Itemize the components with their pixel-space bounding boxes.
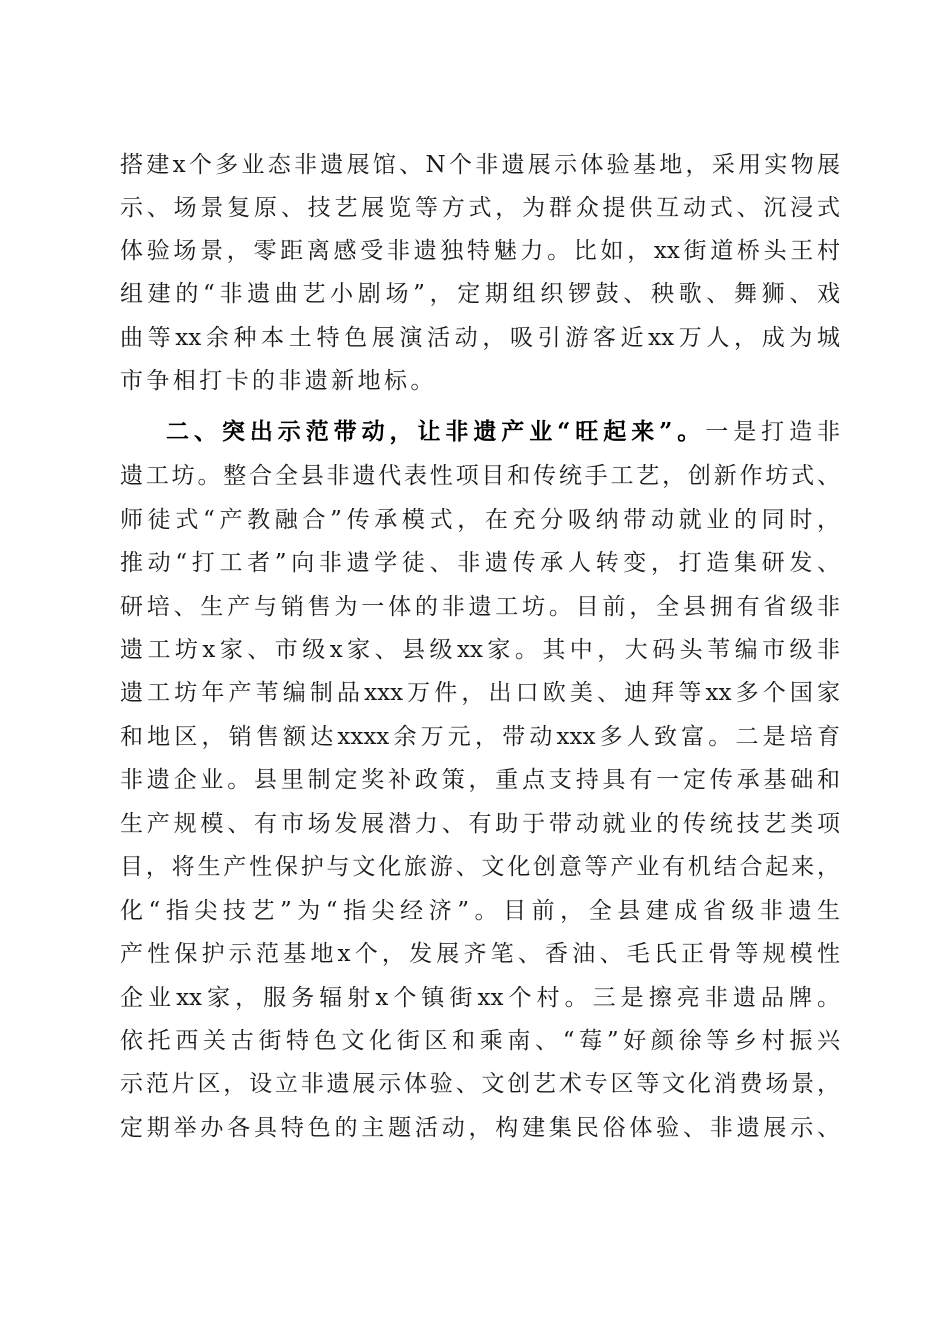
text-line: 产性保护示范基地x个，发展齐笔、香油、毛氏正骨等规模性 [120, 941, 840, 967]
text-line: 示、场景复原、技艺展览等方式，为群众提供互动式、沉浸式 [120, 195, 840, 221]
text-line: 目，将生产性保护与文化旅游、文化创意等产业有机结合起来， [120, 854, 840, 880]
text-line: 搭建x个多业态非遗展馆、N个非遗展示体验基地，采用实物展 [120, 152, 840, 178]
text-line: 化“指尖技艺”为“指尖经济”。目前，全县建成省级非遗生 [120, 898, 840, 924]
text-line: 体验场景，零距离感受非遗独特魅力。比如，xx街道桥头王村 [120, 238, 840, 264]
text-line: 企业xx家，服务辐射x个镇街xx个村。三是擦亮非遗品牌。 [120, 985, 840, 1011]
text-segment: 一是打造非 [705, 419, 841, 445]
text-line: 生产规模、有市场发展潜力、有助于带动就业的传统技艺类项 [120, 811, 840, 837]
text-line: 遗工坊x家、市级x家、县级xx家。其中，大码头苇编市级非 [120, 637, 840, 663]
text-line: 推动“打工者”向非遗学徒、非遗传承人转变，打造集研发、 [120, 550, 840, 576]
text-line: 遗工坊。整合全县非遗代表性项目和传统手工艺，创新作坊式、 [120, 463, 840, 489]
text-line: 曲等xx余种本土特色展演活动，吸引游客近xx万人，成为城 [120, 325, 840, 351]
section-heading-line [166, 412, 840, 452]
text-line: 遗工坊年产苇编制品xxx万件，出口欧美、迪拜等xx多个国家 [120, 680, 840, 706]
text-line: 示范片区，设立非遗展示体验、文创艺术专区等文化消费场景， [120, 1071, 840, 1097]
text-line: 市争相打卡的非遗新地标。 [120, 368, 437, 394]
section-heading: 二、突出示范带动，让非遗产业“旺起来”。 [166, 418, 706, 445]
text-line: 定期举办各具特色的主题活动，构建集民俗体验、非遗展示、 [120, 1115, 840, 1141]
text-line: 师徒式“产教融合”传承模式，在充分吸纳带动就业的同时， [120, 507, 840, 533]
text-line: 研培、生产与销售为一体的非遗工坊。目前，全县拥有省级非 [120, 594, 840, 620]
text-line: 非遗企业。县里制定奖补政策，重点支持具有一定传承基础和 [120, 767, 840, 793]
text-line: 组建的“非遗曲艺小剧场”，定期组织锣鼓、秧歌、舞狮、戏 [120, 281, 840, 307]
text-line: 依托西关古街特色文化街区和乘南、“莓”好颜徐等乡村振兴 [120, 1028, 840, 1054]
text-line: 和地区，销售额达xxxx余万元，带动xxx多人致富。二是培育 [120, 724, 840, 750]
